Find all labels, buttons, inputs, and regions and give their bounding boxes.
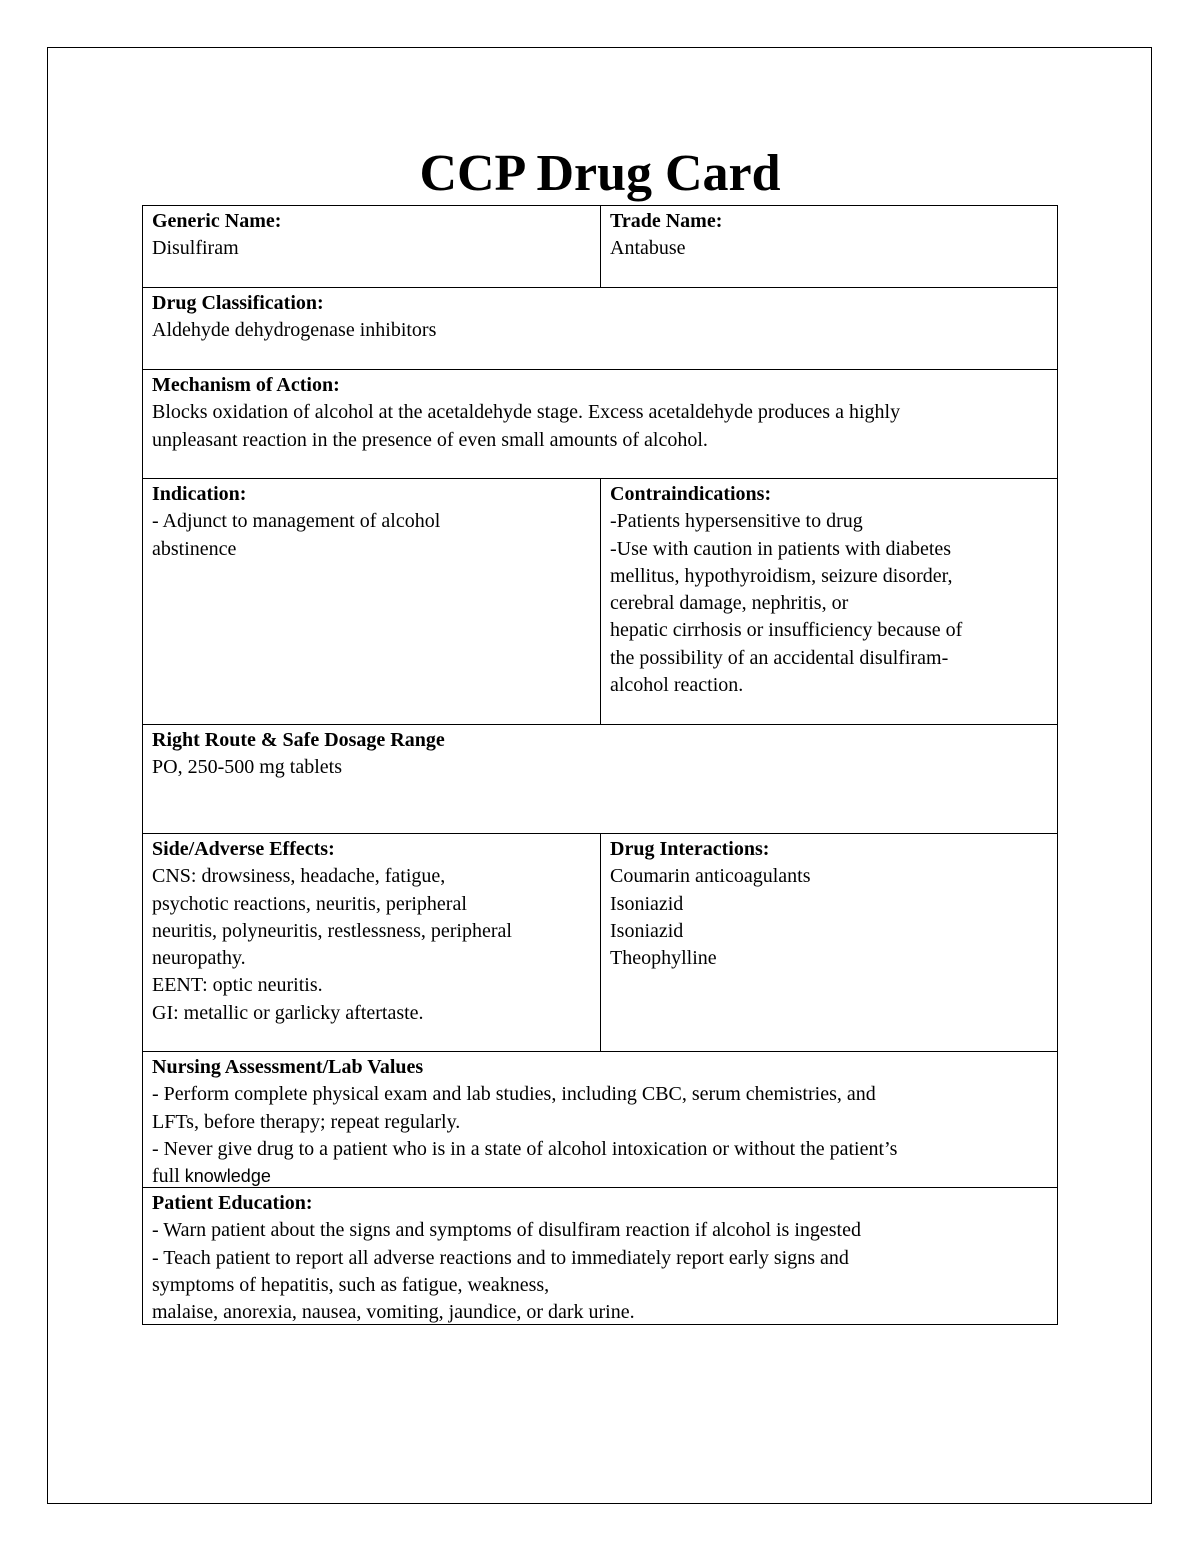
- contraindications-heading: Contraindications:: [610, 483, 772, 505]
- row-effects: [142, 834, 1058, 1052]
- mechanism-line: unpleasant reaction in the presence of even small amounts of alcohol.: [152, 428, 708, 451]
- drug-card-table: [142, 205, 1058, 1325]
- contraindications-line: -Patients hypersensitive to drug: [610, 510, 863, 533]
- interactions-line: Coumarin anticoagulants: [610, 865, 811, 888]
- trade-name-value: Antabuse: [610, 237, 686, 260]
- contraindications-line: -Use with caution in patients with diabetes: [610, 537, 952, 560]
- contraindications-line: mellitus, hypothyroidism, seizure disorder,: [610, 564, 953, 587]
- nursing-last-word: knowledge: [184, 1166, 271, 1187]
- indication-line: abstinence: [152, 537, 237, 560]
- indication-heading: Indication:: [152, 483, 247, 505]
- education-line: - Warn patient about the signs and symptoms of disulfiram reaction if alcohol is ingested: [152, 1219, 861, 1242]
- row-indications: [142, 479, 1058, 725]
- row-route: [142, 725, 1058, 834]
- interactions-line: Isoniazid: [610, 892, 684, 915]
- side-effects-line: EENT: optic neuritis.: [152, 974, 323, 997]
- interactions-line: Isoniazid: [610, 919, 684, 942]
- nursing-last-line: [152, 1163, 1048, 1190]
- interactions-cell: [600, 834, 1057, 1051]
- contraindications-line: alcohol reaction.: [610, 674, 744, 697]
- contraindications-line: cerebral damage, nephritis, or: [610, 592, 849, 615]
- contraindications-line: hepatic cirrhosis or insufficiency because of: [610, 619, 963, 642]
- education-cell: [143, 1188, 1057, 1324]
- classification-value: Aldehyde dehydrogenase inhibitors: [152, 319, 437, 342]
- mechanism-heading: Mechanism of Action:: [152, 374, 340, 396]
- nursing-cell: [143, 1052, 1057, 1187]
- contraindications-line: the possibility of an accidental disulfiram-: [610, 646, 949, 669]
- generic-name-heading: Generic Name:: [152, 210, 282, 232]
- side-effects-line: neuropathy.: [152, 947, 246, 970]
- row-education: [142, 1188, 1058, 1325]
- classification-cell: [143, 288, 1057, 369]
- nursing-last-prefix: full: [152, 1165, 185, 1188]
- row-nursing: [142, 1052, 1058, 1188]
- side-effects-line: neuritis, polyneuritis, restlessness, peripheral: [152, 919, 512, 942]
- side-effects-line: psychotic reactions, neuritis, peripheral: [152, 892, 467, 915]
- nursing-heading: Nursing Assessment/Lab Values: [152, 1056, 424, 1078]
- education-line: - Teach patient to report all adverse reactions and to immediately report early signs and: [152, 1246, 849, 1269]
- trade-name-heading: Trade Name:: [610, 210, 723, 232]
- page-title: CCP Drug Card: [419, 145, 781, 202]
- education-heading: Patient Education:: [152, 1192, 313, 1214]
- mechanism-line: Blocks oxidation of alcohol at the acetaldehyde stage. Excess acetaldehyde produces a highly: [152, 401, 901, 424]
- contraindications-cell: [600, 479, 1057, 724]
- classification-heading: Drug Classification:: [152, 292, 324, 314]
- nursing-line: LFTs, before therapy; repeat regularly.: [152, 1110, 461, 1133]
- trade-name-cell: [600, 206, 1057, 287]
- indication-line: - Adjunct to management of alcohol: [152, 510, 441, 533]
- row-mechanism: [142, 370, 1058, 479]
- nursing-line: - Perform complete physical exam and lab studies, including CBC, serum chemistries, and: [152, 1083, 876, 1106]
- side-effects-line: GI: metallic or garlicky aftertaste.: [152, 1001, 424, 1024]
- nursing-line: - Never give drug to a patient who is in a state of alcohol intoxication or without the patient’s: [152, 1137, 898, 1160]
- education-line: symptoms of hepatitis, such as fatigue, weakness,: [152, 1273, 550, 1296]
- interactions-heading: Drug Interactions:: [610, 838, 770, 860]
- row-names: [142, 205, 1058, 288]
- mechanism-cell: [143, 370, 1057, 478]
- route-cell: [143, 725, 1057, 833]
- generic-name-value: Disulfiram: [152, 237, 239, 260]
- interactions-line: Theophylline: [610, 947, 717, 970]
- row-classification: [142, 288, 1058, 370]
- side-effects-cell: [143, 834, 600, 1051]
- education-line: malaise, anorexia, nausea, vomiting, jaundice, or dark urine.: [152, 1301, 635, 1324]
- side-effects-line: CNS: drowsiness, headache, fatigue,: [152, 865, 446, 888]
- route-heading: Right Route & Safe Dosage Range: [152, 729, 445, 751]
- side-effects-heading: Side/Adverse Effects:: [152, 838, 335, 860]
- generic-name-cell: [143, 206, 600, 287]
- route-value: PO, 250-500 mg tablets: [152, 756, 342, 779]
- indication-cell: [143, 479, 600, 724]
